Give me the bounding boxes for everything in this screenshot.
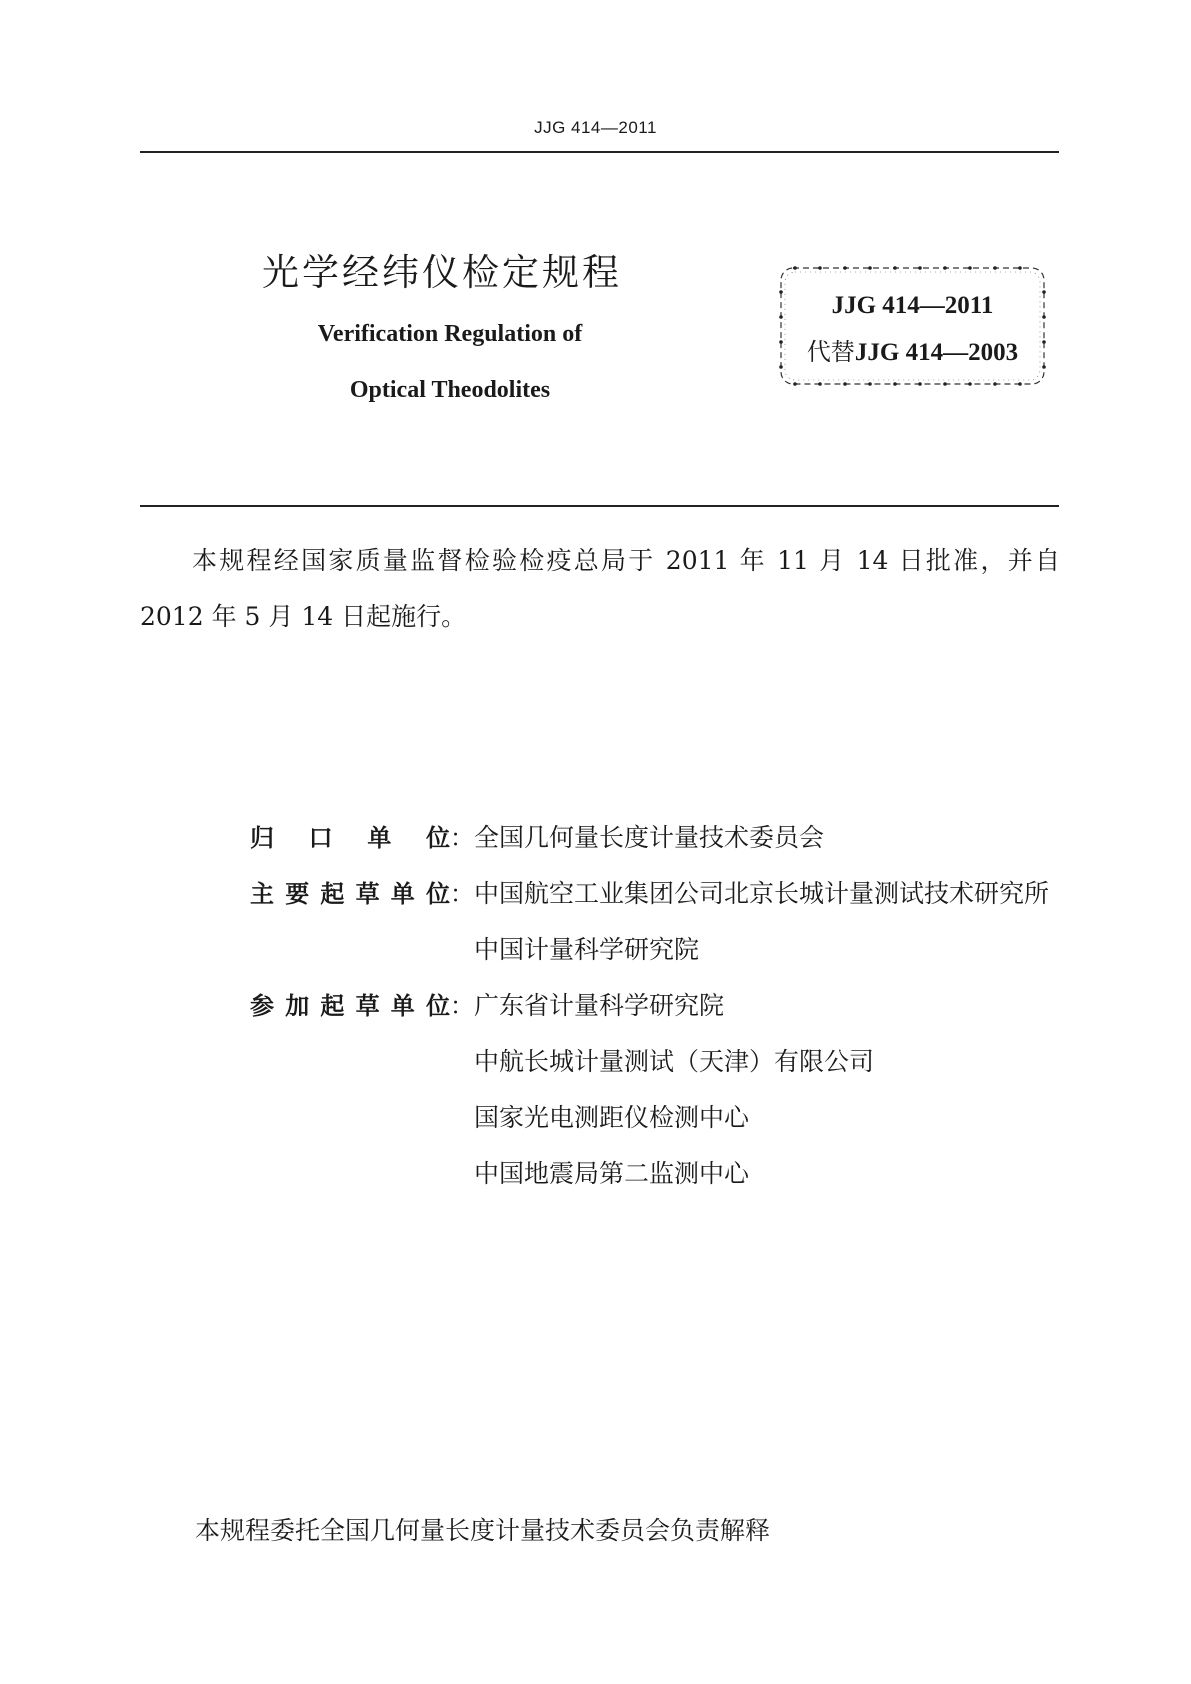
- replaces-label: 代替: [806, 338, 855, 366]
- participating-row: [250, 986, 724, 1022]
- current-standard-code: JJG 414—2011: [831, 292, 994, 319]
- responsible-unit-label: 归口单位: [250, 824, 450, 852]
- title-english-line-2: Optical Theodolites: [349, 377, 551, 403]
- participating-row: [474, 1098, 749, 1134]
- label-colon: ：: [450, 880, 474, 908]
- replaced-standard-code: JJG 414—2003: [854, 339, 1019, 366]
- decorative-border: [775, 262, 1050, 390]
- participating-label: 参加起草单位: [250, 992, 450, 1020]
- responsible-unit-row: [250, 818, 824, 854]
- participating-row: [474, 1154, 749, 1190]
- label-colon: ：: [450, 992, 474, 1020]
- title-chinese: 光学经纬仪检定规程: [262, 251, 622, 294]
- responsible-unit: 全国几何量长度计量技术委员会: [474, 823, 825, 852]
- main-drafting-row: [250, 874, 1049, 910]
- header-standard-code: JJG 414—2011: [534, 118, 657, 137]
- interpretation-note: 本规程委托全国几何量长度计量技术委员会负责解释: [195, 1516, 771, 1545]
- main-drafting-unit: 中国计量科学研究院: [474, 935, 700, 964]
- title-english-line-1: Verification Regulation of: [317, 321, 583, 347]
- participating-row: [474, 1042, 874, 1078]
- participating-unit: 广东省计量科学研究院: [474, 991, 725, 1020]
- participating-unit: 中航长城计量测试（天津）有限公司: [474, 1047, 875, 1076]
- header-divider: [140, 151, 1059, 153]
- approval-statement: 本规程经国家质量监督检验检疫总局于 2011 年 11 月 14 日批准，并自 2012 年 5 月 14 日起施行。: [140, 546, 1060, 631]
- main-drafting-unit: 中国航空工业集团公司北京长城计量测试技术研究所: [474, 879, 1050, 908]
- standard-code-box: [775, 262, 1050, 390]
- participating-unit: 中国地震局第二监测中心: [474, 1159, 750, 1188]
- main-drafting-row: [474, 930, 699, 966]
- replaced-standard: [775, 332, 1050, 367]
- label-colon: ：: [450, 824, 474, 852]
- main-drafting-label: 主要起草单位: [250, 880, 450, 908]
- section-divider: [140, 505, 1059, 507]
- participating-unit: 国家光电测距仪检测中心: [474, 1103, 750, 1132]
